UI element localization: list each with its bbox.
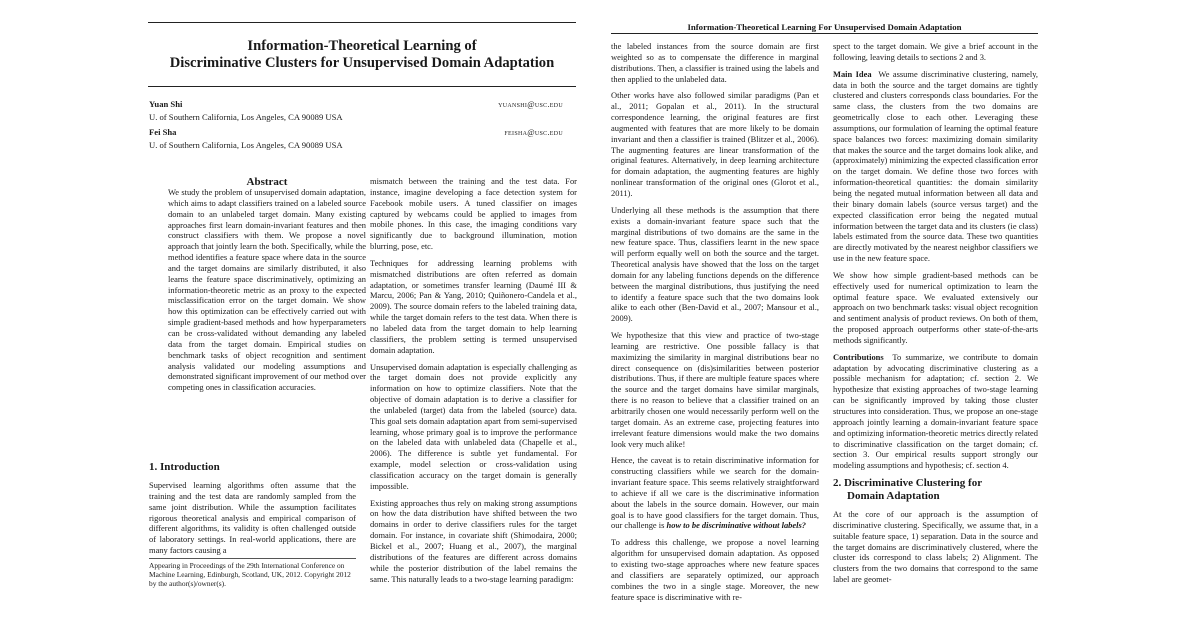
main-idea-text: We assume discriminative clustering, namely, data in both the source and the target domains are tightly clustered and clusters corresponds class boundaries. For the same class, the clusters from the two domains are geometrically close to each other. Leveraging these assumptions, our formulation of learning the optimal feature space balances two forces: maximizing domain similarity that makes the source and the target domains look alike, and (approximately) minimizing the expected classification error on the target domain. We define those two forces with information-theoretical quantities: the domain similarity being the negated mutual information between all data and their binary domain labels (source versus target) and the expected classification error being the negated mutual information between the target data and its clusters (ie class) labels estimated from the source data. These two quantities are directly motivated by the nearest neighbor classifiers we use in the new feature space. <box>833 68 1039 264</box>
paragraph <box>611 455 819 531</box>
main-idea-label: Main Idea <box>833 68 872 79</box>
intro-paragraph: Supervised learning algorithms often assume that the training and the test data are randomly sampled from the same joint distribution. While the assumption facilitates rigorous theoretical analysis and empirical comparison of different algorithms, its validity is often challenged outside of laboratory settings. In real-world applications, there are many factors causing a <box>149 480 356 556</box>
main-idea-paragraph <box>833 69 1038 264</box>
contributions-label: Contributions <box>833 351 884 362</box>
abstract-heading: Abstract <box>246 176 288 188</box>
section-2-heading-line-2: Domain Adaptation <box>847 490 940 503</box>
author-affiliation: U. of Southern California, Los Angeles, CA 90089 USA <box>149 112 343 122</box>
running-head-rule <box>611 33 1038 34</box>
paragraph: At the core of our approach is the assumption of discriminative clustering. Specifically, we assume that, in a suitable feature space, 1) separation. Data in the source and the target domains are discriminatively clustered, where the cluster ids correspond to class labels; 2) Alignment. The clusters from the two domains that correspond to the same label are geomet- <box>833 509 1038 585</box>
paragraph: We show how simple gradient-based methods can be effectively used for numerical optimization to learn the optimal feature space. We evaluated extensively our approach on two benchmark tasks: visual object recognition and sentiment analysis of product reviews. On both of them, the proposed approach outperforms other state-of-the-arts methods significantly. <box>833 269 1038 345</box>
paragraph: We hypothesize that this view and practice of two-stage learning are restrictive. One possible fallacy is that maximizing the similarity in marginal distributions bear no direct consequence on (dis)similarities between posterior distributions. Thus, if there are multiple feature spaces where the source and the target domains have similar marginals, there is no reason to believe that a classifier trained on an arbitrarily chosen one would necessarily perform well on the target domain. As an extreme case, projecting features into irrelevant feature dimensions would make the two domains look very much alike! <box>611 330 819 449</box>
paragraph: the labeled instances from the source domain are first weighted so as to compensate the difference in marginal distributions. Then, a classifier is trained using the labels and then applied to the unlabeled data. <box>611 41 819 84</box>
abstract-body <box>168 187 366 393</box>
page1-right-column <box>370 176 577 590</box>
intro-heading: 1. Introduction <box>149 461 220 473</box>
paragraph-text: Hence, the caveat is to retain discriminative information for constructing classifiers while we search for the domain-invariant feature space. This seems relatively straightforward to achieve if all we care is the discriminative information about the labels in the source domain. However, our main goal is to have good classifiers for the target domain. Thus, our challenge is <box>611 455 819 531</box>
paragraph: Unsupervised domain adaptation is especially challenging as the target domain does not provide explicitly any information on how to optimize classifiers. Note that the objective of domain adaptation is to derive a classifier for the unlabeled (target) data from the labeled (source) data. This goal sets domain adaptation apart from semi-supervised learning, whose primary goal is to improve the performance on the labeled data with unlabeled data (Chapelle et al., 2006). The difference is subtle yet fundamental. For example, model selection or cross-validation using classification accuracy on the target domain is generally impossible. <box>370 361 577 491</box>
paragraph: mismatch between the training and the test data. For instance, imagine developing a face detection system for Facebook mobile users. A tuned classifier on images captured by webcams could be applied to images from mobile phones. In this case, the imaging conditions vary significantly due to background illumination, motion blurring, pose, etc. <box>370 176 577 252</box>
paragraph: Techniques for addressing learning problems with mismatched distributions are often referred as domain adaptation, or sometimes transfer learning (Daumé III & Marcu, 2006; Pan & Yang, 2010; Quiñonero-Candela et al., 2009). The source domain refers to the labeled training data, while the target domain refers to the test data. When there is no labeled data from the target domain to help learning classifiers, the problem setting is termed unsupervised domain adaptation. <box>370 257 577 355</box>
abstract-text: We study the problem of unsupervised domain adaptation, which aims to adapt classifiers trained on a labeled source domain to an unlabeled target domain. Many existing approaches first learn domain-invariant features and then construct classifiers with them. We propose a novel approach that jointly learn the both. Specifically, while the method identifies a feature space where data in the source and the target domains are similarly distributed, it also learns the feature space discriminatively, optimizing an information-theoretic metric as an proxy to the expected misclassification error on the target domain. We show how this optimization can be effectively carried out with simple gradient-based methods and how hyperparameters can be cross-validated without demanding any labeled data from the target domain. Empirical studies on benchmark tasks of object recognition and sentiment analysis validated our modeling assumptions and demonstrated significant improvement of our method over competing ones in classification accuracies. <box>168 187 366 393</box>
page2-right-column <box>833 41 1038 591</box>
author-block-2 <box>149 126 563 152</box>
title-bottom-rule <box>148 86 576 87</box>
title-line-2: Discriminative Clusters for Unsupervised Domain Adaptation <box>169 55 555 71</box>
contributions-text: To summarize, we contribute to domain adaptation by advocating discriminative clustering as a possible mechanism for adaptation; cf. section 2. We hypothesize that existing approaches of two-stage learning can be significantly improved by taking those cluster structures into consideration. Thus, we propose an one-stage approach jointly learning a domain-invariant feature space and optimizing information-theoretic metrics directly related to discriminative classification on the target domain; cf. section 3. Our empirical results support strongly our modeling assumptions and hypothesis; cf. section 4. <box>833 351 1039 471</box>
section-2-heading-line-1: 2. Discriminative Clustering for <box>833 477 983 490</box>
paper-title <box>148 38 576 72</box>
introduction-section <box>149 461 356 562</box>
running-head: Information-Theoretical Learning For Unsupervised Domain Adaptation <box>687 22 962 32</box>
paragraph: Existing approaches thus rely on making strong assumptions on how the data distribution have shifted between the two domains in order to derive classifiers rules for the target domain. For instance, in covariate shift (Shimodaira, 2000; Bickel et al., 2007; Huang et al., 2007), the marginal distributions of the features are different across domains while the posterior distribution of the label remains the same. This naturally leads to a two-stage learning paradigm: <box>370 497 577 584</box>
contributions-paragraph <box>833 352 1038 471</box>
section-2-heading <box>833 477 1038 503</box>
author-affiliation: U. of Southern California, Los Angeles, CA 90089 USA <box>149 140 343 150</box>
emphasis-question: how to be discriminative without labels? <box>666 520 806 531</box>
author-email[interactable]: feisha@usc.edu <box>504 128 563 137</box>
author-email[interactable]: yuanshi@usc.edu <box>498 100 563 109</box>
title-line-1: Information-Theoretical Learning of <box>247 38 477 54</box>
title-top-rule <box>148 22 576 23</box>
paragraph: spect to the target domain. We give a brief account in the following, leaving details to sections 2 and 3. <box>833 41 1038 62</box>
author-block-1 <box>149 98 563 124</box>
author-name: Yuan Shi <box>149 99 183 109</box>
author-name: Fei Sha <box>149 127 177 137</box>
footnote: Appearing in Proceedings of the 29th International Conference on Machine Learning, Edinburgh, Scotland, UK, 2012. Copyright 2012 by the author(s)/owner(s). <box>149 558 356 589</box>
page2-left-column <box>611 41 819 608</box>
paragraph: To address this challenge, we propose a novel learning algorithm for unsupervised domain adaptation. As opposed to existing two-stage approaches where new feature spaces and classifiers are separately optimized, our approach combines the two in a single stage. Moreover, the new feature space is discriminative with re- <box>611 537 819 602</box>
paragraph: Other works have also followed similar paradigms (Pan et al., 2011; Gopalan et al., 2011). In the structural correspondence learning, the original features are first augmented with features that are more likely to be domain invariant and then a classifier is trained (Blitzer et al., 2006). The augmenting features are linear transformation of the original features. Alternatively, in deep learning architecture for domain adaptation, the augmenting features are highly nonlinear transformation of the original ones (Glorot et al., 2011). <box>611 90 819 198</box>
paragraph: Underlying all these methods is the assumption that there exists a domain-invariant feature space such that the marginal distributions of two domains are the same in the new feature space. Thus, classifiers learnt in the new space will perform equally well on both the source and the target. Theoretical analysis have showed that the loss on the target domain for any labeling functions depends on the difference between the marginal distributions, thus justifying the need to identify a feature space such that the two domains look alike to each other (Ben-David et al., 2007; Mansour et al., 2009). <box>611 204 819 324</box>
